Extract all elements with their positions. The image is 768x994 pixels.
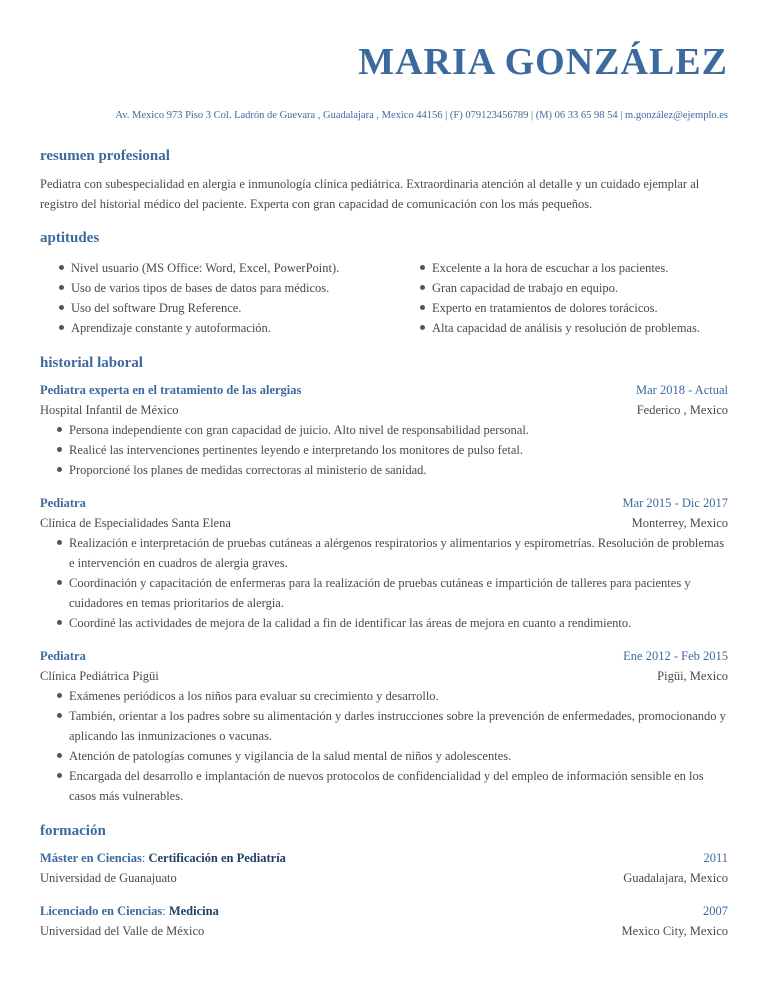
job-dates: Mar 2015 - Dic 2017 [622, 496, 728, 510]
job-bullet: Exámenes periódicos a los niños para evaluar su crecimiento y desarrollo. [57, 686, 728, 706]
education-entry [40, 901, 728, 941]
degree-field: Medicina [168, 904, 219, 918]
job-employer: Clínica de Especialidades Santa Elena [40, 516, 231, 530]
job-bullet: Coordiné las actividades de mejora de la calidad a fin de identificar las áreas de mejora en cuanto a rendimiento. [57, 613, 728, 633]
job-entry [40, 493, 728, 633]
skill-item: Nivel usuario (MS Office: Word, Excel, PowerPoint). [59, 258, 419, 278]
school-location: Guadalajara, Mexico [623, 871, 728, 885]
degree-name: Licenciado en Ciencias [40, 904, 163, 918]
job-dates: Mar 2018 - Actual [636, 383, 728, 397]
skills-list [40, 258, 730, 338]
experience-heading: historial laboral [40, 355, 143, 371]
skill-item: Uso de varios tipos de bases de datos para médicos. [59, 278, 419, 298]
degree-year: 2011 [703, 851, 728, 865]
job-location: Federico , Mexico [636, 403, 728, 417]
skill-item: Experto en tratamientos de dolores torácicos. [420, 298, 700, 318]
job-bullet: Persona independiente con gran capacidad de juicio. Alto nivel de responsabilidad personal. [57, 420, 728, 440]
skill-item: Uso del software Drug Reference. [59, 298, 419, 318]
school-name: Universidad de Guanajuato [40, 871, 177, 885]
job-bullet: También, orientar a los padres sobre su alimentación y darles instrucciones sobre la prevención de enfermedades, promocionando y aplicando las inmunizaciones o vacunas. [57, 706, 728, 746]
job-bullet: Coordinación y capacitación de enfermeras para la realización de pruebas cutáneas e impartición de talleres para pacientes y cuidadores en temas prioritarios de alergia. [57, 573, 728, 613]
degree-separator: : [141, 851, 149, 865]
job-bullets [40, 686, 728, 806]
job-bullet: Realización e interpretación de pruebas cutáneas a alérgenos respiratorios y alimentarios y espirometrías. Resolución de problemas e intervención en cuadros de alergia graves. [57, 533, 728, 573]
skill-item: Gran capacidad de trabajo en equipo. [420, 278, 700, 298]
job-title: Pediatra [40, 496, 86, 510]
job-title: Pediatra [40, 649, 86, 663]
skill-item: Alta capacidad de análisis y resolución de problemas. [420, 318, 700, 338]
job-title: Pediatra experta en el tratamiento de las alergias [40, 383, 302, 397]
job-entry [40, 646, 728, 806]
job-bullet: Atención de patologías comunes y vigilancia de la salud mental de niños y adolescentes. [57, 746, 728, 766]
education-heading: formación [40, 823, 106, 839]
skills-left-column [40, 258, 419, 338]
job-location: Pigüi, Mexico [657, 669, 728, 683]
job-bullet: Proporcioné los planes de medidas correctoras al ministerio de sanidad. [57, 460, 728, 480]
job-bullets [40, 533, 728, 633]
job-location: Monterrey, Mexico [631, 516, 728, 530]
job-dates: Ene 2012 - Feb 2015 [623, 649, 728, 663]
skill-item: Aprendizaje constante y autoformación. [59, 318, 419, 338]
summary-heading: resumen profesional [40, 148, 170, 164]
candidate-name: MARIA GONZÁLEZ [358, 41, 728, 83]
job-entry [40, 380, 728, 480]
degree-separator: : [162, 904, 169, 918]
job-bullets [40, 420, 728, 480]
school-location: Mexico City, Mexico [621, 924, 728, 938]
job-bullet: Encargada del desarrollo e implantación de nuevos protocolos de confidencialidad y del empleo de información sensible en los casos más vulnerables. [57, 766, 728, 806]
summary-text: Pediatra con subespecialidad en alergia e inmunología clínica pediátrica. Extraordinaria atención al detalle y un cuidado ejemplar al registro del historial médico del paciente. Experta con gran capacidad de comunicación con los más pequeños. [40, 177, 700, 211]
job-employer: Clínica Pediátrica Pigüi [40, 669, 159, 683]
degree-field: Certificación en Pediatría [148, 851, 286, 865]
skills-right-column [419, 258, 700, 338]
skills-heading: aptitudes [40, 230, 100, 246]
degree-year: 2007 [703, 904, 728, 918]
skill-item: Excelente a la hora de escuchar a los pacientes. [420, 258, 700, 278]
job-bullet: Realicé las intervenciones pertinentes leyendo e interpretando los monitores de pulso fetal. [57, 440, 728, 460]
contact-line: Av. Mexico 973 Piso 3 Col. Ladrón de Guevara , Guadalajara , Mexico 44156 | (F) 079123456789 | (M) 06 33 65 98 54 | m.gonzález@ejemplo.es [115, 110, 728, 121]
school-name: Universidad del Valle de México [40, 924, 205, 938]
degree-name: Máster en Ciencias [40, 851, 142, 865]
education-entry [40, 848, 728, 888]
job-employer: Hospital Infantil de México [40, 403, 179, 417]
